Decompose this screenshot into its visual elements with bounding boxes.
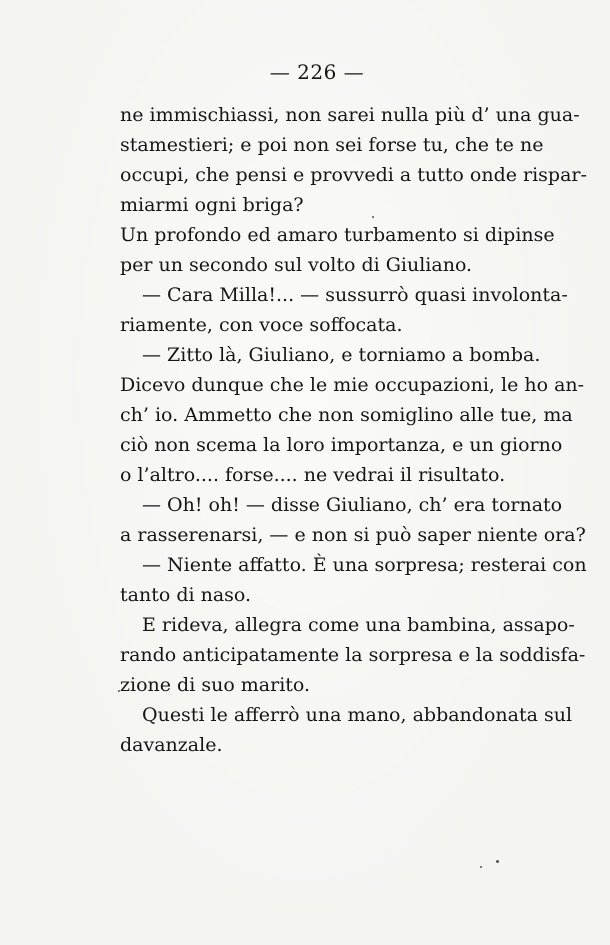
text-line: Un profondo ed amaro turbamento si dipinse xyxy=(120,224,555,246)
text-line: Dicevo dunque che le mie occupazioni, le ho an- xyxy=(120,374,585,396)
text-line: E rideva, allegra come una bambina, assapo- xyxy=(142,614,575,636)
text-line: a rasserenarsi, — e non si può saper niente ora? xyxy=(120,524,586,546)
scan-speck xyxy=(496,860,499,863)
text-line: — Oh! oh! — disse Giuliano, ch’ era tornato xyxy=(142,494,563,516)
text-line: ne immischiassi, non sarei nulla più d’ una gua- xyxy=(120,104,580,126)
text-line: per un secondo sul volto di Giuliano. xyxy=(120,254,473,276)
text-line: — Zitto là, Giuliano, e torniamo a bomba. xyxy=(142,344,541,366)
text-line: stamestieri; e poi non sei forse tu, che te ne xyxy=(120,134,544,156)
text-line: — Niente affatto. È una sorpresa; resterai con xyxy=(142,554,587,576)
scan-speck xyxy=(372,216,374,218)
text-line: o l’altro.... forse.... ne vedrai il risultato. xyxy=(120,464,506,486)
text-line: occupi, che pensi e provvedi a tutto onde rispar- xyxy=(120,164,587,186)
page-number: — 226 — xyxy=(269,60,365,84)
text-line: rando anticipatamente la sorpresa e la soddisfa- xyxy=(120,644,586,666)
scan-speck xyxy=(118,690,120,692)
text-line: Questi le afferrò una mano, abbandonata sul xyxy=(142,704,573,726)
text-line: davanzale. xyxy=(120,734,223,756)
scan-speck xyxy=(480,866,482,868)
text-line: — Cara Milla!... — sussurrò quasi involonta- xyxy=(142,284,568,306)
text-line: ch’ io. Ammetto che non somiglino alle tue, ma xyxy=(120,404,573,426)
body-text xyxy=(120,100,587,760)
text-line: miarmi ogni briga? xyxy=(120,194,304,216)
text-line: riamente, con voce soffocata. xyxy=(120,314,403,336)
text-line: zione di suo marito. xyxy=(120,674,311,696)
text-line: ciò non scema la loro importanza, e un giorno xyxy=(120,434,563,456)
text-line: tanto di naso. xyxy=(120,584,252,606)
